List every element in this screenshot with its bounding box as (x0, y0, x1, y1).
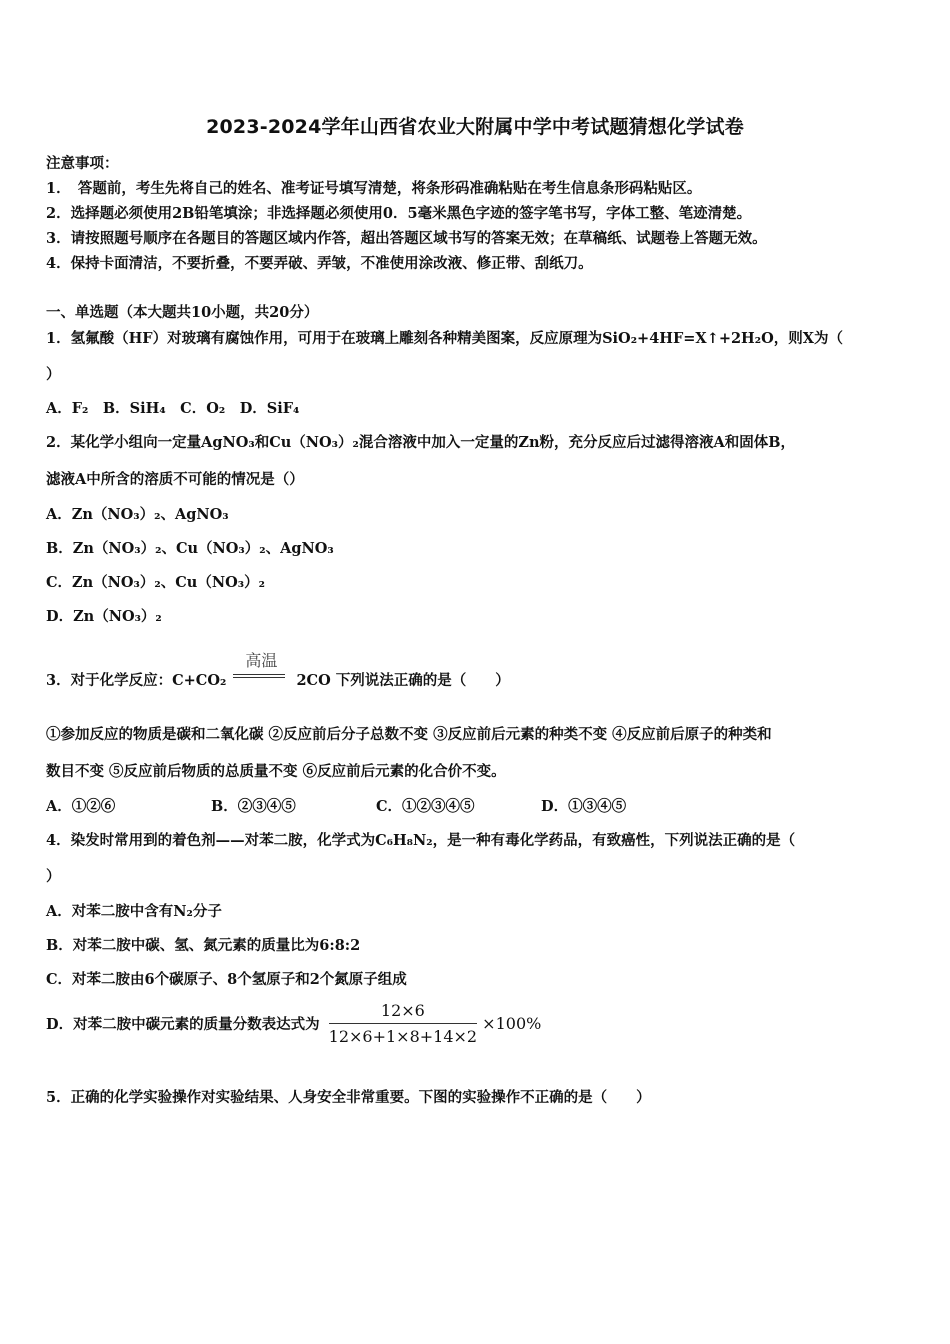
q2-stem-cont: 滤液A中所含的溶质不可能的情况是（） (46, 471, 304, 488)
q3-stem (46, 651, 510, 690)
q3-statements: ①参加反应的物质是碳和二氧化碳 ②反应前后分子总数不变 ③反应前后元素的种类不变 ④反应前后原子的种类和 (46, 726, 772, 743)
fraction-numerator: 12×6 (329, 1001, 477, 1024)
notice-item: 3．请按照题号顺序在各题目的答题区域内作答，超出答题区域书写的答案无效；在草稿纸、试题卷上答题无效。 (46, 230, 767, 247)
notice-heading: 注意事项： (46, 155, 119, 172)
q3-options (46, 795, 626, 816)
q4-option-d-text: D．对苯二胺中碳元素的质量分数表达式为 (46, 1016, 320, 1033)
page-title: 2023-2024学年山西省农业大附属中学中考试题猜想化学试卷 (206, 116, 744, 138)
q5-stem: 5．正确的化学实验操作对实验结果、人身安全非常重要。下图的实验操作不正确的是（ ） (46, 1089, 651, 1106)
notice-item: 2．选择题必须使用2B铅笔填涂；非选择题必须使用0．5毫米黑色字迹的签字笔书写，字体工整、笔迹清楚。 (46, 205, 752, 222)
q3-option-d: D．①③④⑤ (541, 798, 627, 815)
q4-option-a: A．对苯二胺中含有N₂分子 (46, 903, 222, 920)
q2-option-a: A．Zn（NO₃）₂、AgNO₃ (46, 506, 229, 523)
q3-equation-left: 3．对于化学反应：C+CO₂ (46, 672, 227, 689)
reaction-condition (233, 651, 289, 690)
mass-fraction-formula (329, 1001, 477, 1046)
q3-option-a: A．①②⑥ (46, 798, 116, 815)
q1-stem-cont: ） (46, 366, 61, 383)
q4-option-d (46, 1001, 541, 1046)
fraction-suffix: ×100% (482, 1014, 542, 1033)
notice-item: 4．保持卡面清洁，不要折叠，不要弄破、弄皱，不准使用涂改液、修正带、刮纸刀。 (46, 255, 593, 272)
q3-statements-cont: 数目不变 ⑤反应前后物质的总质量不变 ⑥反应前后元素的化合价不变。 (46, 763, 506, 780)
q2-stem: 2．某化学小组向一定量AgNO₃和Cu（NO₃）₂混合溶液中加入一定量的Zn粉，充分反应后过滤得溶液A和固体B， (46, 434, 796, 451)
fraction-denominator: 12×6+1×8+14×2 (328, 1027, 478, 1046)
reaction-condition-label: 高温 (245, 651, 278, 670)
q1-stem: 1．氢氟酸（HF）对玻璃有腐蚀作用，可用于在玻璃上雕刻各种精美图案，反应原理为SiO₂+4HF=X↑+2H₂O，则X为（ (46, 330, 843, 347)
q3-option-b: B．②③④⑤ (211, 798, 296, 815)
q3-equation-right: 2CO 下列说法正确的是（ ） (296, 672, 510, 689)
q4-option-b: B．对苯二胺中碳、氢、氮元素的质量比为6:8:2 (46, 937, 361, 954)
section-heading: 一、单选题（本大题共10小题，共20分） (46, 304, 319, 321)
q4-stem-cont: ） (46, 868, 61, 885)
notice-item: 1． 答题前，考生先将自己的姓名、准考证号填写清楚，将条形码准确粘贴在考生信息条形码粘贴区。 (46, 180, 702, 197)
q2-option-c: C．Zn（NO₃）₂、Cu（NO₃）₂ (46, 574, 265, 591)
q4-option-c: C．对苯二胺由6个碳原子、8个氢原子和2个氮原子组成 (46, 971, 407, 988)
q1-options: A．F₂ B．SiH₄ C．O₂ D．SiF₄ (46, 400, 300, 417)
q2-option-b: B．Zn（NO₃）₂、Cu（NO₃）₂、AgNO₃ (46, 540, 334, 557)
q2-option-d: D．Zn（NO₃）₂ (46, 608, 162, 625)
q4-stem: 4．染发时常用到的着色剂——对苯二胺，化学式为C₆H₈N₂，是一种有毒化学药品，有致癌性，下列说法正确的是（ (46, 832, 796, 849)
q3-option-c: C．①②③④⑤ (376, 798, 475, 815)
